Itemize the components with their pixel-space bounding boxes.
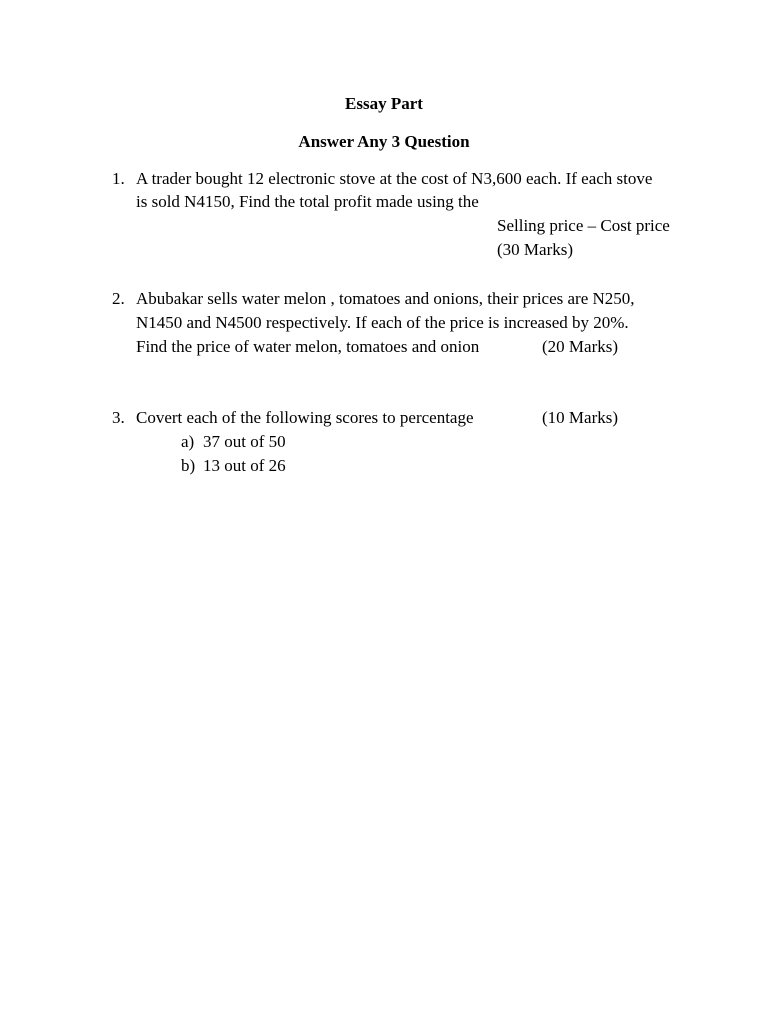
subitem-label: b) (181, 456, 196, 475)
question-text-line: is sold N4150, Find the total profit made using the (136, 192, 479, 211)
question-text-line: Abubakar sells water melon , tomatoes and onions, their prices are N250, (136, 289, 635, 308)
subitem-text: 37 out of 50 (203, 432, 286, 451)
subitem-text: 13 out of 26 (203, 456, 286, 475)
question-text-line: N1450 and N4500 respectively. If each of the price is increased by 20%. (136, 313, 629, 332)
marks-label: (30 Marks) (497, 240, 574, 259)
question-number: 1. (112, 169, 125, 188)
question-text-line: A trader bought 12 electronic stove at the cost of N3,600 each. If each stove (136, 169, 653, 188)
marks-label: (20 Marks) (542, 337, 619, 356)
page-title: Essay Part (345, 94, 423, 113)
question-number: 3. (112, 408, 125, 427)
page-subtitle: Answer Any 3 Question (298, 132, 470, 151)
question-number: 2. (112, 289, 125, 308)
marks-label: (10 Marks) (542, 408, 619, 427)
question-text-line: Covert each of the following scores to percentage (136, 408, 474, 427)
subitem-label: a) (181, 432, 195, 451)
formula-text: Selling price – Cost price (497, 216, 670, 235)
question-text-line: Find the price of water melon, tomatoes and onion (136, 337, 480, 356)
